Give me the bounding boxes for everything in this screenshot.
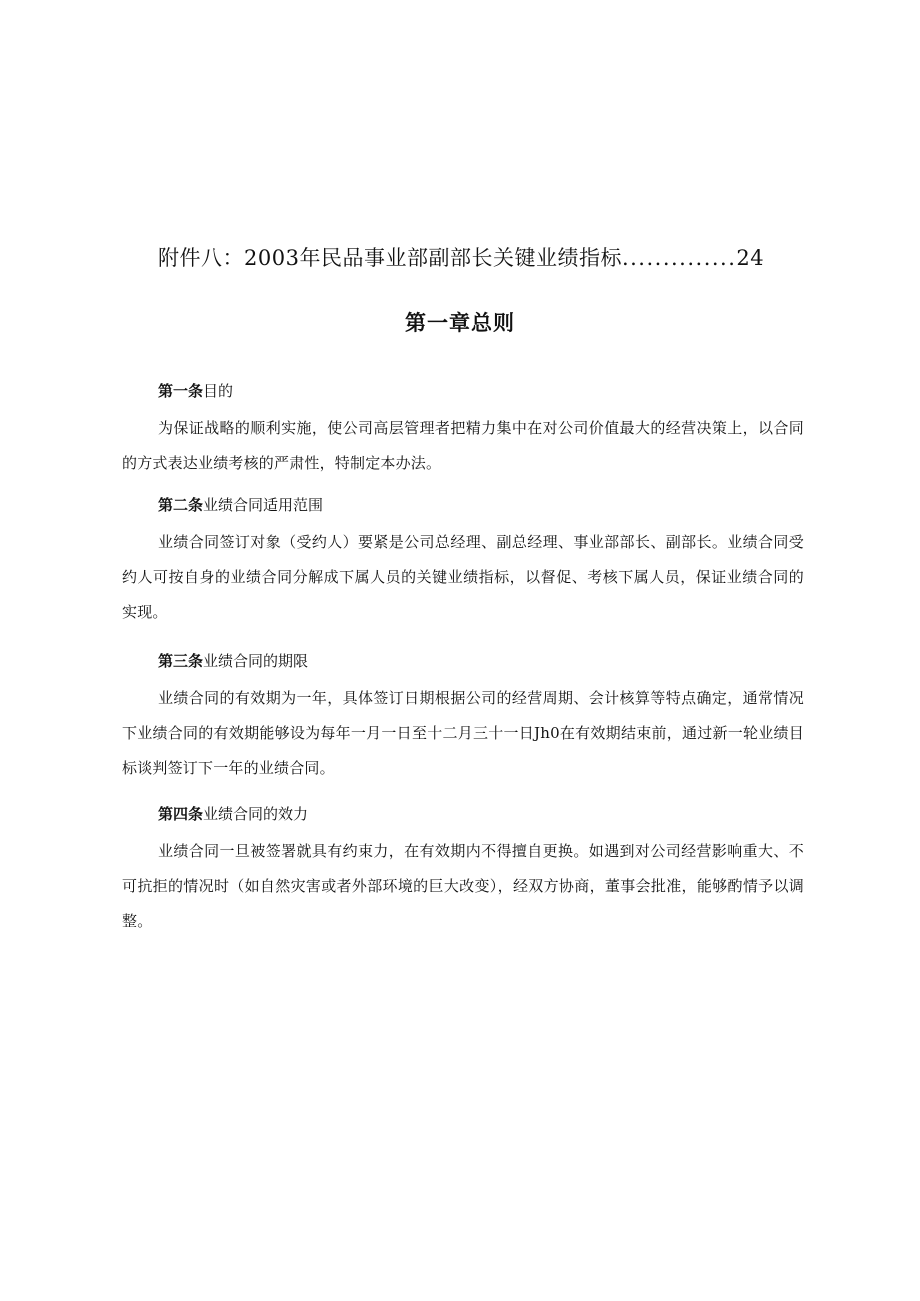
article-heading [158, 647, 804, 675]
article-number: 第三条 [158, 652, 204, 670]
article-name: 目的 [203, 382, 234, 400]
article-heading [158, 491, 804, 519]
article-name: 业绩合同的期限 [203, 652, 309, 670]
article-4 [122, 800, 804, 939]
article-number: 第二条 [158, 496, 204, 514]
article-number: 第一条 [158, 382, 204, 400]
article-name: 业绩合同的效力 [203, 805, 309, 823]
toc-page-number: 24 [736, 246, 765, 270]
article-number: 第四条 [158, 805, 204, 823]
chapter-title: 第一章总则 [405, 311, 515, 335]
article-body: 为保证战略的顺利实施，使公司高层管理者把精力集中在对公司价值最大的经营决策上，以合同的方式表达业绩考核的严肃性，特制定本办法。 [122, 419, 804, 472]
toc-entry[interactable] [158, 242, 798, 274]
article-2 [122, 491, 804, 630]
toc-entry-title: 附件八：2003年民品事业部副部长关键业绩指标 [158, 246, 622, 270]
toc-leader-dots: .............. [621, 246, 737, 270]
article-3 [122, 647, 804, 786]
article-heading [158, 377, 804, 405]
article-body: 业绩合同的有效期为一年，具体签订日期根据公司的经营周期、会计核算等特点确定，通常情况下业绩合同的有效期能够设为每年一月一日至十二月三十一日Jh0在有效期结束前，通过新一轮业绩目标谈判签订下一年的业绩合同。 [122, 689, 804, 777]
article-1 [122, 377, 804, 481]
article-body: 业绩合同签订对象（受约人）要紧是公司总经理、副总经理、事业部部长、副部长。业绩合同受约人可按自身的业绩合同分解成下属人员的关键业绩指标，以督促、考核下属人员，保证业绩合同的实现。 [122, 533, 804, 621]
article-body: 业绩合同一旦被签署就具有约束力，在有效期内不得擅自更换。如遇到对公司经营影响重大、不可抗拒的情况时（如自然灾害或者外部环境的巨大改变），经双方协商，董事会批准，能够酌情予以调整。 [122, 842, 804, 930]
article-name: 业绩合同适用范围 [203, 496, 324, 514]
article-heading [158, 800, 804, 828]
